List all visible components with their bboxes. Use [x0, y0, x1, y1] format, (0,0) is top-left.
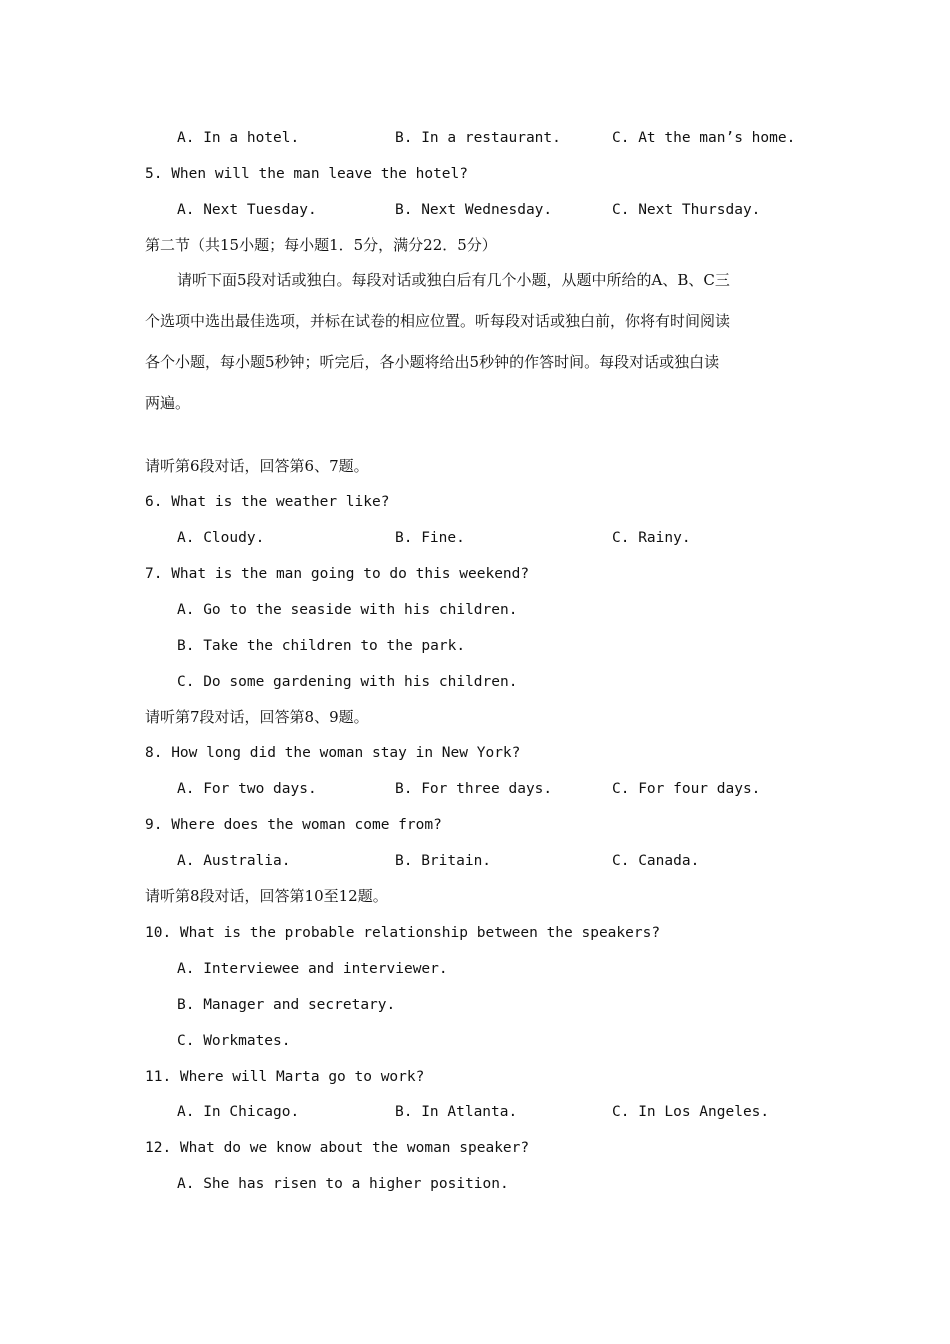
q7-option-b: B. Take the children to the park.	[177, 638, 466, 654]
q7-question: 7. What is the man going to do this weekend?	[145, 566, 530, 582]
instruction-line: 各个小题，每小题5秒钟；听完后，各小题将给出5秒钟的作答时间。每段对话或独白读	[145, 353, 720, 371]
q10-option-b: B. Manager and secretary.	[177, 997, 396, 1013]
instruction-line: 个选项中选出最佳选项，并标在试卷的相应位置。听每段对话或独白前，你将有时间阅读	[145, 312, 731, 330]
q11-option-c: C. In Los Angeles.	[612, 1104, 770, 1120]
q7-option-a: A. Go to the seaside with his children.	[177, 602, 518, 618]
q4-option-a: A. In a hotel.	[177, 130, 300, 146]
q6-option-b: B. Fine.	[395, 530, 465, 546]
q9-option-a: A. Australia.	[177, 853, 291, 869]
q4-option-b: B. In a restaurant.	[395, 130, 561, 146]
q9-question: 9. Where does the woman come from?	[145, 817, 442, 833]
q4-option-c: C. At the man’s home.	[612, 130, 796, 146]
q9-option-c: C. Canada.	[612, 853, 700, 869]
q11-option-b: B. In Atlanta.	[395, 1104, 518, 1120]
q11-question: 11. Where will Marta go to work?	[145, 1069, 425, 1085]
q10-question: 10. What is the probable relationship between the speakers?	[145, 925, 661, 941]
q10-option-a: A. Interviewee and interviewer.	[177, 961, 448, 977]
dialog6-label: 请听第6段对话，回答第6、7题。	[145, 457, 369, 475]
q8-option-b: B. For three days.	[395, 781, 553, 797]
dialog8-label: 请听第8段对话，回答第10至12题。	[145, 887, 388, 905]
q9-option-b: B. Britain.	[395, 853, 492, 869]
q8-option-a: A. For two days.	[177, 781, 317, 797]
q7-option-c: C. Do some gardening with his children.	[177, 674, 518, 690]
q12-option-a: A. She has risen to a higher position.	[177, 1176, 509, 1192]
q8-question: 8. How long did the woman stay in New York?	[145, 745, 521, 761]
instruction-line: 请听下面5段对话或独白。每段对话或独白后有几个小题，从题中所给的A、B、C三	[177, 271, 730, 289]
section2-heading: 第二节（共15小题；每小题1．5分，满分22．5分）	[145, 236, 497, 254]
q6-option-c: C. Rainy.	[612, 530, 691, 546]
instruction-line: 两遍。	[145, 394, 191, 412]
q5-option-c: C. Next Thursday.	[612, 202, 761, 218]
q10-option-c: C. Workmates.	[177, 1033, 291, 1049]
q11-option-a: A. In Chicago.	[177, 1104, 300, 1120]
q5-question: 5. When will the man leave the hotel?	[145, 166, 469, 182]
q12-question: 12. What do we know about the woman speaker?	[145, 1140, 530, 1156]
q6-option-a: A. Cloudy.	[177, 530, 265, 546]
dialog7-label: 请听第7段对话，回答第8、9题。	[145, 708, 369, 726]
q5-option-a: A. Next Tuesday.	[177, 202, 317, 218]
q6-question: 6. What is the weather like?	[145, 494, 390, 510]
q5-option-b: B. Next Wednesday.	[395, 202, 553, 218]
q8-option-c: C. For four days.	[612, 781, 761, 797]
section2-instructions	[145, 260, 807, 424]
